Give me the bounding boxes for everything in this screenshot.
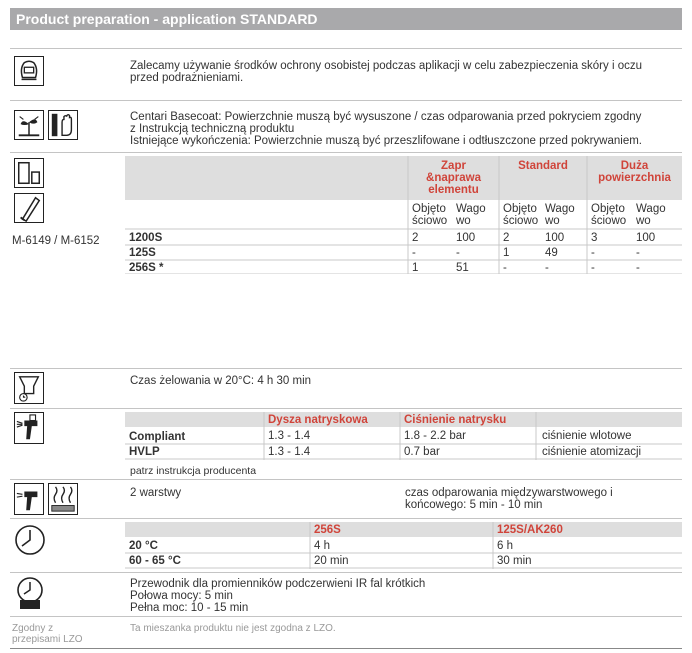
spray-table bbox=[125, 412, 682, 460]
spray-header-pressure: Ciśnienie natrysku bbox=[404, 414, 507, 426]
ppe-text-line1: Zalecamy używanie środków ochrony osobistej podczas aplikacji w celu zabezpieczenia skóry i oczu bbox=[130, 60, 642, 72]
mixing-cell: - bbox=[591, 262, 595, 274]
mixing-row-name: 125S bbox=[129, 247, 156, 259]
surface-text-line3: Istniejące wykończenia: Powierzchnie muszą być przeszlifowane i odtłuszczone przed pokrywaniem. bbox=[130, 135, 642, 147]
drying-table-grid bbox=[125, 522, 682, 569]
mixing-cell: 100 bbox=[545, 232, 565, 244]
spray-footnote: patrz instrukcja producenta bbox=[130, 465, 257, 477]
ir-text-line1: Przewodnik dla promienników podczerwieni IR fal krótkich bbox=[130, 578, 426, 590]
mixing-subheader: Wago wo bbox=[456, 203, 486, 227]
spray-coats-icon bbox=[14, 483, 44, 515]
mixing-cell: - bbox=[545, 262, 549, 274]
divider bbox=[10, 152, 682, 153]
drying-header-125s: 125S/AK260 bbox=[497, 524, 563, 536]
drying-value: 20 min bbox=[314, 555, 349, 567]
voc-text: Ta mieszanka produktu nie jest zgodna z LZO. bbox=[130, 623, 336, 634]
divider bbox=[10, 368, 682, 369]
mixing-subheader: Objęto ściowo bbox=[591, 203, 627, 227]
spray-header-nozzle: Dysza natryskowa bbox=[268, 414, 368, 426]
hand-sanding-icon bbox=[48, 110, 78, 140]
spray-row-name: HVLP bbox=[129, 446, 160, 458]
mixing-group-header: Zapr &naprawa elementu bbox=[426, 160, 481, 196]
mixing-table bbox=[125, 156, 682, 274]
mixing-cell: - bbox=[636, 247, 640, 259]
face-shield-icon bbox=[14, 56, 44, 86]
mixing-subheader: Objęto ściowo bbox=[503, 203, 539, 227]
mixing-cell: - bbox=[412, 247, 416, 259]
drying-table bbox=[125, 522, 682, 569]
mixing-cell: 49 bbox=[545, 247, 558, 259]
surface-text-line2: z Instrukcją techniczną produktu bbox=[130, 123, 295, 135]
mixing-cell: 100 bbox=[456, 232, 476, 244]
surface-text-line1: Centari Basecoat: Powierzchnie muszą być wysuszone / czas odparowania przed pokryciem zgodny bbox=[130, 111, 642, 123]
drying-header-256s: 256S bbox=[314, 524, 341, 536]
divider bbox=[10, 572, 682, 573]
page-title: Product preparation - application STANDARD bbox=[16, 11, 318, 27]
mixing-cell: 1 bbox=[503, 247, 510, 259]
ir-clock-icon bbox=[14, 576, 46, 610]
spray-pressure-value: 1.8 - 2.2 bar bbox=[404, 430, 467, 442]
mixing-subheader: Objęto ściowo bbox=[412, 203, 448, 227]
mixing-cell: - bbox=[503, 262, 507, 274]
ir-text-line3: Pełna moc: 10 - 15 min bbox=[130, 602, 249, 614]
mixing-group-header: Standard bbox=[518, 160, 568, 172]
mixing-subheader: Wago wo bbox=[636, 203, 666, 227]
clock-icon bbox=[14, 524, 46, 556]
spray-pressure-value: 0.7 bar bbox=[404, 446, 440, 458]
mixing-cell: 2 bbox=[412, 232, 419, 244]
mixing-cell: 51 bbox=[456, 262, 469, 274]
mixing-cell: 100 bbox=[636, 232, 656, 244]
mixing-cell: 2 bbox=[503, 232, 510, 244]
drying-row-name: 20 °C bbox=[129, 540, 158, 552]
stirring-stick-icon bbox=[14, 193, 44, 223]
mixing-cell: 3 bbox=[591, 232, 598, 244]
divider bbox=[10, 616, 682, 617]
plant-cleaning-icon bbox=[14, 110, 44, 140]
mixing-group-header: Duża powierzchnia bbox=[598, 160, 671, 184]
drying-value: 30 min bbox=[497, 555, 532, 567]
pot-life-text: Czas żelowania w 20°C: 4 h 30 min bbox=[130, 375, 312, 387]
ppe-text-line2: przed podrażnieniami. bbox=[130, 72, 244, 84]
spray-nozzle-value: 1.3 - 1.4 bbox=[268, 446, 311, 458]
divider bbox=[10, 100, 682, 101]
spray-note: ciśnienie wlotowe bbox=[542, 430, 632, 442]
divider bbox=[10, 518, 682, 519]
pot-life-icon bbox=[14, 372, 44, 404]
spray-note: ciśnienie atomizacji bbox=[542, 446, 642, 458]
divider bbox=[10, 408, 682, 409]
mixing-cell: - bbox=[636, 262, 640, 274]
mixing-cell: - bbox=[591, 247, 595, 259]
divider bbox=[10, 479, 682, 480]
flash-time-line2: końcowego: 5 min - 10 min bbox=[405, 499, 543, 511]
mixing-cell: 1 bbox=[412, 262, 419, 274]
spray-gun-icon bbox=[14, 412, 44, 444]
mixing-subheader: Wago wo bbox=[545, 203, 575, 227]
title-bar bbox=[10, 8, 682, 30]
ir-text-line2: Połowa mocy: 5 min bbox=[130, 590, 233, 602]
drying-value: 6 h bbox=[497, 540, 513, 552]
mixing-ratio-icon bbox=[14, 158, 44, 188]
voc-label-line1: Zgodny z bbox=[12, 623, 54, 634]
spray-row-name: Compliant bbox=[129, 431, 186, 443]
spray-nozzle-value: 1.3 - 1.4 bbox=[268, 430, 311, 442]
mixing-row-name: 1200S bbox=[129, 232, 163, 244]
divider bbox=[10, 48, 682, 49]
divider bbox=[10, 648, 682, 649]
mixing-cell: - bbox=[456, 247, 460, 259]
mixing-row-name: 256S * bbox=[129, 262, 164, 274]
coats-count: 2 warstwy bbox=[130, 487, 182, 499]
voc-label-line2: przepisami LZO bbox=[12, 634, 83, 645]
flash-off-icon bbox=[48, 483, 78, 515]
drying-value: 4 h bbox=[314, 540, 330, 552]
flash-time-line1: czas odparowania międzywarstwowego i bbox=[405, 487, 613, 499]
drying-row-name: 60 - 65 °C bbox=[129, 555, 181, 567]
mixing-code-label: M-6149 / M-6152 bbox=[12, 235, 100, 247]
